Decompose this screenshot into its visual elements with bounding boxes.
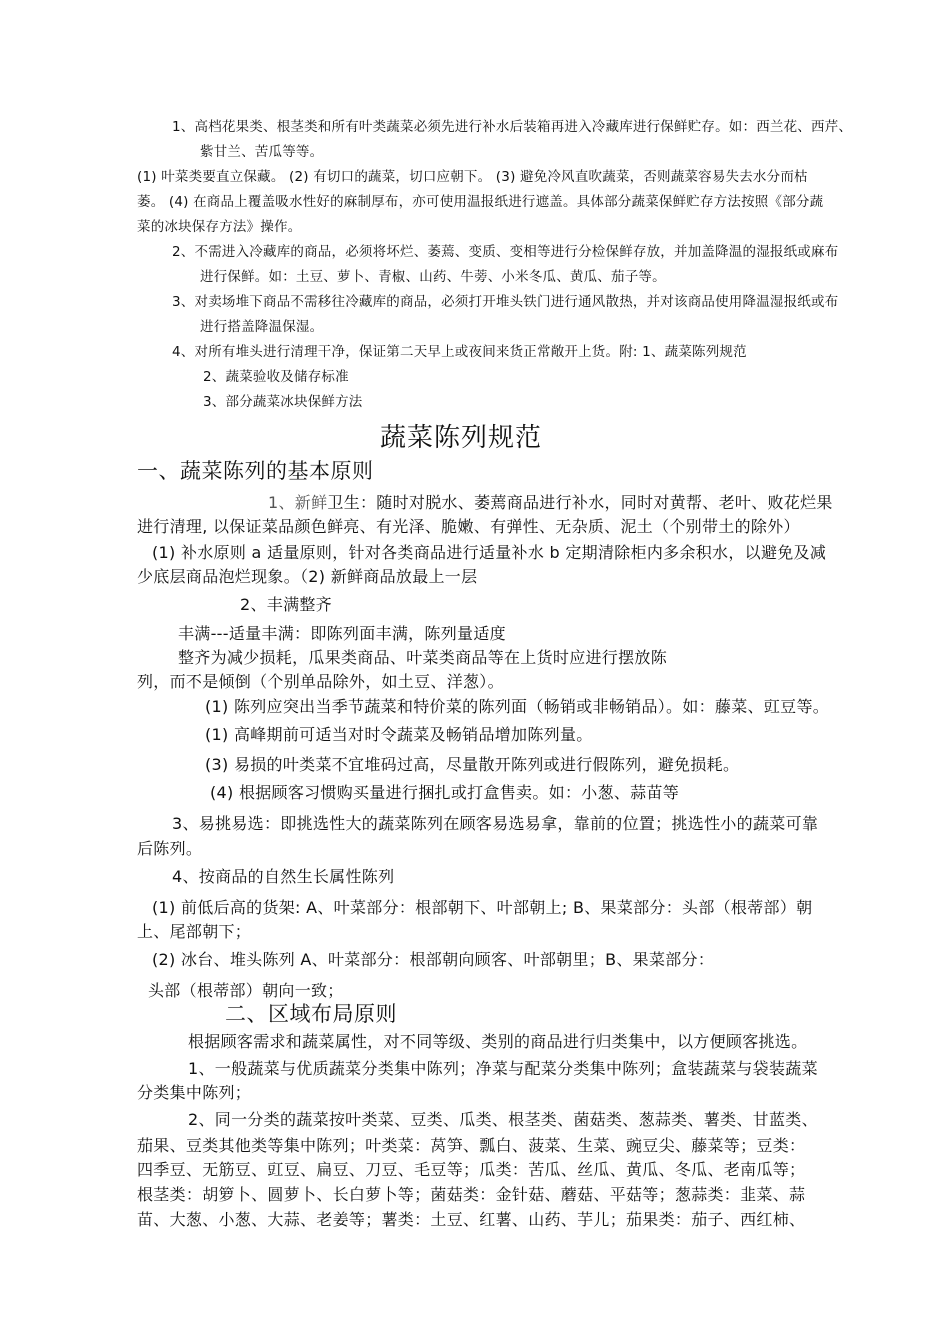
s1-line: 少底层商品泡烂现象。（2) 新鲜商品放最上一层 <box>137 567 478 586</box>
section-2-heading: 二、区域布局原则 <box>225 1002 397 1026</box>
intro-item-2-cont: 进行保鲜。如：土豆、萝卜、青椒、山药、牛蒡、小米冬瓜、黄瓜、茄子等。 <box>200 269 666 285</box>
s1-line: 丰满---适量丰满：即陈列面丰满，陈列量适度 <box>178 624 506 643</box>
s1-point-3: 3、易挑易选：即挑选性大的蔬菜陈列在顾客易选易拿，靠前的位置；挑选性小的蔬菜可靠 <box>172 814 819 833</box>
intro-item-3-cont: 进行搭盖降温保湿。 <box>200 319 324 335</box>
intro-item-1: 1、高档花果类、根茎类和所有叶类蔬菜必须先进行补水后装箱再进入冷藏库进行保鲜贮存。如：西兰花、西芹、 <box>172 119 853 135</box>
intro-notes-line-1: (1) 叶菜类要直立保藏。 (2) 有切口的蔬菜，切口应朝下。 (3) 避免冷风直吹蔬菜，否则蔬菜容易失去水分而枯 <box>137 169 808 185</box>
s1-point-1-prefix: 1、新鲜 <box>268 493 328 512</box>
s1-line: 整齐为减少损耗，瓜果类商品、叶菜类商品等在上货时应进行摆放陈 <box>178 648 668 667</box>
s2-line: 茄果、豆类其他类等集中陈列；叶类菜：莴笋、瓢白、菠菜、生菜、豌豆尖、藤菜等；豆类： <box>137 1136 806 1155</box>
s1-point-1-text: 卫生：随时对脱水、萎蔫商品进行补水，同时对黄帮、老叶、败花烂果 <box>327 493 833 512</box>
s1-line: (1) 前低后高的货架: A、叶菜部分：根部朝下、叶部朝上; B、果菜部分：头部（根蒂部）朝 <box>152 898 813 917</box>
attachment-2: 2、蔬菜验收及储存标准 <box>203 369 349 385</box>
s2-line: 分类集中陈列； <box>137 1083 252 1102</box>
intro-item-2: 2、不需进入冷藏库的商品，必须将坏烂、萎蔫、变质、变相等进行分检保鲜存放，并加盖降温的湿报纸或麻布 <box>172 244 839 260</box>
intro-notes-line-2: 萎。 (4) 在商品上覆盖吸水性好的麻制厚布，亦可使用温报纸进行遮盖。具体部分蔬菜保鲜贮存方法按照《部分蔬 <box>137 194 824 210</box>
s1-line: (1) 补水原则 a 适量原则，针对各类商品进行适量补水 b 定期清除柜内多余积水，以避免及减 <box>152 543 827 562</box>
s2-line: 四季豆、无筋豆、豇豆、扁豆、刀豆、毛豆等；瓜类：苦瓜、丝瓜、黄瓜、冬瓜、老南瓜等； <box>137 1160 806 1179</box>
s1-point-1 <box>268 490 833 513</box>
s2-line: 根茎类：胡箩卜、圆萝卜、长白萝卜等；菌菇类：金针菇、蘑菇、平菇等；葱蒜类：韭菜、蒜 <box>137 1185 806 1204</box>
s1-point-2: 2、丰满整齐 <box>240 595 332 614</box>
s1-line: (1) 陈列应突出当季节蔬菜和特价菜的陈列面（畅销或非畅销品）。如：藤菜、豇豆等。 <box>205 697 830 716</box>
attachment-3: 3、部分蔬菜冰块保鲜方法 <box>203 394 363 410</box>
s2-line: 根据顾客需求和蔬菜属性，对不同等级、类别的商品进行归类集中，以方便顾客挑选。 <box>188 1032 808 1051</box>
s1-line: 后陈列。 <box>137 839 203 858</box>
s1-line: 列，而不是倾倒（个别单品除外，如土豆、洋葱）。 <box>137 672 504 691</box>
section-1-heading: 一、蔬菜陈列的基本原则 <box>137 459 374 483</box>
s2-point-1: 1、一般蔬菜与优质蔬菜分类集中陈列；净菜与配菜分类集中陈列；盒装蔬菜与袋装蔬菜 <box>188 1059 818 1078</box>
intro-notes-line-3: 菜的冰块保存方法》操作。 <box>137 219 302 235</box>
s1-line: 上、尾部朝下； <box>137 922 252 941</box>
document-title: 蔬菜陈列规范 <box>380 423 543 453</box>
s1-line: 头部（根蒂部）朝向一致； <box>148 981 344 1000</box>
s1-line: (3) 易损的叶类菜不宜堆码过高，尽量散开陈列或进行假陈列，避免损耗。 <box>205 755 740 774</box>
s1-line: (1) 高峰期前可适当对时令蔬菜及畅销品增加陈列量。 <box>205 725 593 744</box>
intro-item-3: 3、对卖场堆下商品不需移往冷藏库的商品，必须打开堆头铁门进行通风散热，并对该商品使用降温湿报纸或布 <box>172 294 839 310</box>
intro-item-4: 4、对所有堆头进行清理干净，保证第二天早上或夜间来货正常敞开上货。附: 1、蔬菜陈列规范 <box>172 344 747 360</box>
s2-line: 苗、大葱、小葱、大蒜、老姜等；薯类：土豆、红薯、山药、芋儿；茄果类：茄子、西红柿、 <box>137 1210 806 1229</box>
s1-line: (2) 冰台、堆头陈列 A、叶菜部分：根部朝向顾客、叶部朝里；B、果菜部分： <box>152 950 715 969</box>
intro-item-1-cont: 紫甘兰、苦瓜等等。 <box>200 144 324 160</box>
s2-point-2: 2、同一分类的蔬菜按叶类菜、豆类、瓜类、根茎类、菌菇类、葱蒜类、薯类、甘蓝类、 <box>188 1110 818 1129</box>
s1-line: 进行清理, 以保证菜品颜色鲜亮、有光泽、脆嫩、有弹性、无杂质、泥土（个别带土的除外） <box>137 517 800 536</box>
s1-line: (4) 根据顾客习惯购买量进行捆扎或打盒售卖。如：小葱、蒜苗等 <box>210 783 680 802</box>
s1-point-4: 4、按商品的自然生长属性陈列 <box>172 867 395 886</box>
